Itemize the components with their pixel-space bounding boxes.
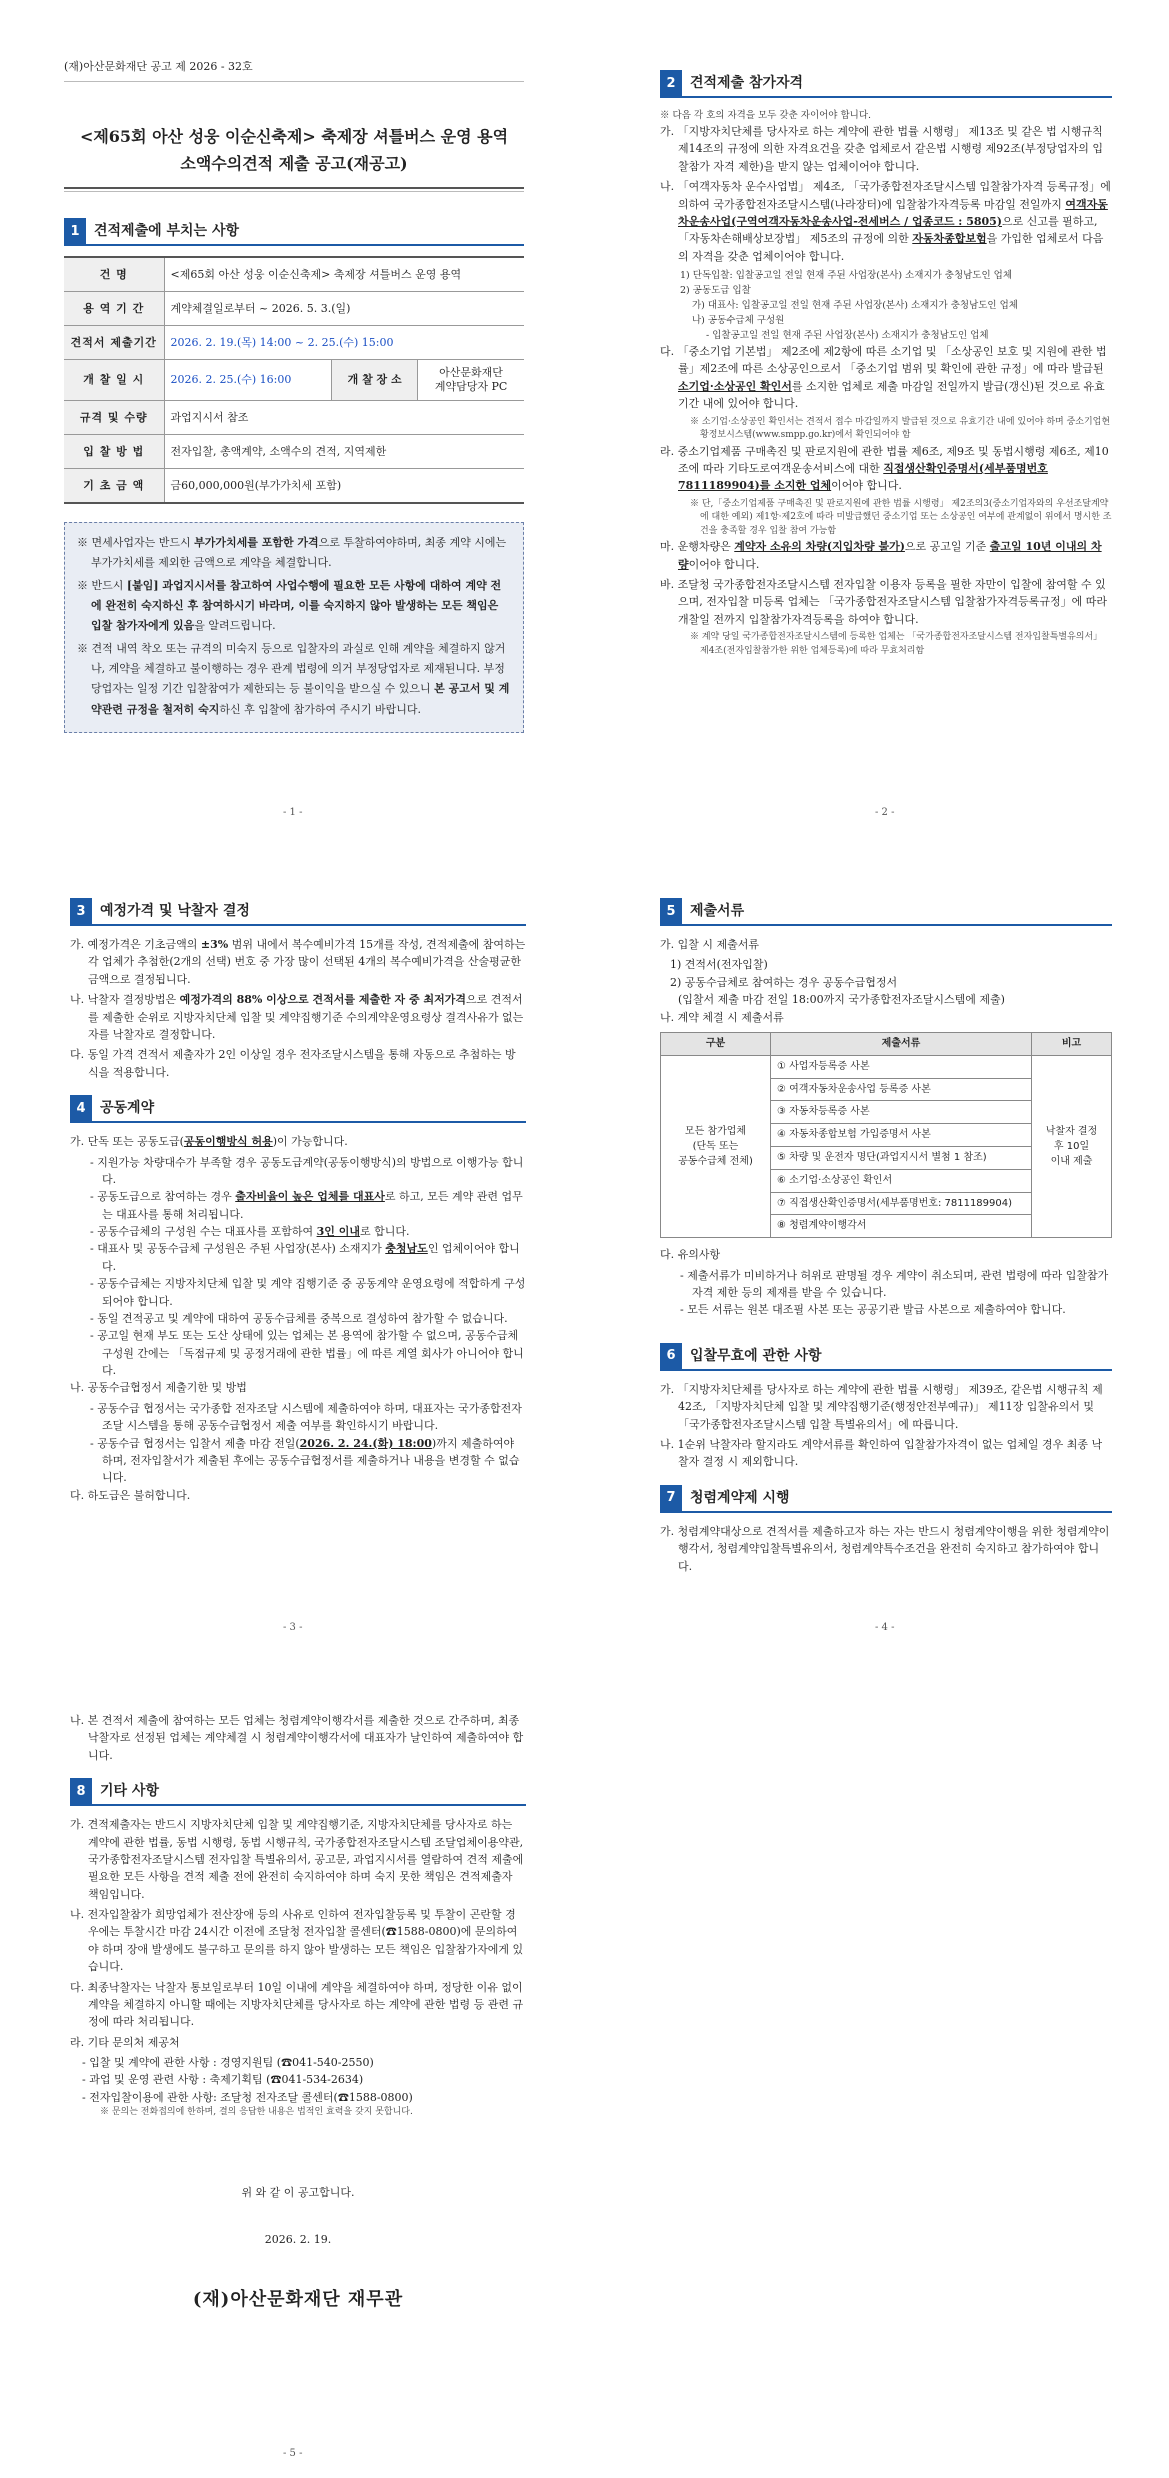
issuer-signature: (재)아산문화재단 재무관 (192, 2289, 404, 2311)
page-number: - 5 - (283, 2448, 303, 2459)
announcement-closing: 위 와 같 이 공고합니다. (241, 2185, 355, 2199)
table-row: 기 초 금 액 금60,000,000원(부가가치세 포함) (64, 469, 524, 503)
list-item: 바. 조달청 국가종합전자조달시스템 전자입찰 이용자 등록을 필한 자만이 입찰에 참여할 수 있으며, 전자입찰 미등록 업체는 「국가종합전자조달시스템 입찰참가자격등록규정」에 따라 개찰일 전까지 입찰참가자격등록을 하여야 합니다. (660, 577, 1108, 626)
bid-info-table (64, 256, 524, 504)
list-item: 가. 예정가격은 기초금액의 ±3% 범위 내에서 복수예비가격 15개를 작성, 견적제출에 참여하는 각 업체가 추첨한(2개의 선택) 번호 중 가장 많이 선택된 4개의 복수예비가격을 산술평균한 금액으로 결정됩니다. (70, 938, 526, 986)
section-title: 견적제출에 부치는 사항 (86, 218, 524, 246)
list-item: 나. 낙찰자 결정방법은 예정가격의 88% 이상으로 견적서를 제출한 자 중 최저가격으로 견적서를 제출한 순위로 지방자치단체 입찰 및 계약집행기준 수의계약운영요령상 결격사유가 없는 자를 낙찰자로 결정합니다. (70, 993, 524, 1041)
table-row: ⑥ 소기업·소상공인 확인서 (661, 1169, 1112, 1192)
table-row: ④ 자동차종합보험 가입증명서 사본 (661, 1124, 1112, 1147)
page-number: - 4 - (875, 1622, 895, 1633)
table-row: 견적서 제출기간 2026. 2. 19.(목) 14:00 ~ 2. 25.(수) 15:00 (64, 325, 524, 359)
page-5: 나. 본 견적서 제출에 참여하는 모든 업체는 청렴계약이행각서를 제출한 것으로 간주하며, 최종 낙찰자로 선정된 업체는 계약체결 시 청렴계약이행각서에 대표자가 날인하여 제출하여야 합니다. 8 기타 사항 가. 견적제출자는 반드시 지방자치단체 입찰 및 계약집행기준, 지방자치단체를 당사자로 하는 계약에 관한 법률, 동법 시행령, 동법 시행규칙, 국가종합전자조달시스템 조달업체이용약관, 국가종합전자조달시스템 전자입찰 특별유의서, 공고문, 과업지시서를 열람하여 견적 제출에 필요한 모든 사항을 견적 제출 전에 완전히 숙지하여야 하며 숙지 못한 책임은 견적제출자 책임입니다. 나. 전자입찰참가 희망업체가 전산장애 등의 사유로 인하여 전자입찰등록 및 투찰이 곤란할 경우에는 투찰시간 마감 24시간 이전에 조달청 전자입찰 콜센터(☎1588-0800)에 문의하여야 하며 장애 발생에도 불구하고 문의를 하지 않아 발생하는 모든 책임은 입찰참가자에게 있습니다. 다. 최종낙찰자는 낙찰자 통보일로부터 10일 이내에 계약을 체결하여야 하며, 정당한 이유 없이 계약을 체결하지 아니할 때에는 지방자치단체를 당사자로 하는 계약에 관한 법령 등 관련 규정에 따라 처리됩니다. 라. 기타 문의처 제공처 - 입찰 및 계약에 관한 사항 : 경영지원팀 (☎041-540-2550) - 과업 및 운영 관련 사항 : 축제기획팀 (☎041-534-2634) - 전자입찰이용에 관한 사항: 조달청 전자조달 콜센터(☎1588-0800) ※ 문의는 전화접의에 한하며, 결의 응답한 내용은 법적인 효력을 갖지 못합니다. 위 와 같 이 공고합니다. 2026. 2. 19. (재)아산문화재단 재무관 (70, 1712, 526, 2315)
list-item: 다. 동일 가격 견적서 제출자가 2인 이상일 경우 전자조달시스템을 통해 자동으로 추첨하는 방식을 적용합니다. (70, 1048, 516, 1079)
section-1-heading (64, 218, 524, 246)
table-row: ⑧ 청렴계약이행각서 (661, 1215, 1112, 1238)
table-row: 규격 및 수량 과업지시서 참조 (64, 401, 524, 435)
notice-box (64, 522, 524, 733)
list-item: 다. 「중소기업 기본법」 제2조에 제2항에 따른 소기업 및 「소상공인 보호 및 지원에 관한 법률」제2조에 따른 소상공인으로서 「중소기업 범위 및 확인에 관한 규정」에 따라 발급된 소기업·소상공인 확인서를 소지한 업체로 제출 마감일 전일까지 발급(갱신)된 것으로 유효기간 내에 있어야 합니다. (660, 345, 1107, 411)
table-row: ③ 자동차등록증 사본 (661, 1101, 1112, 1124)
table-row: ② 여객자동차운송사업 등록증 사본 (661, 1078, 1112, 1101)
page-3: 3 예정가격 및 낙찰자 결정 가. 예정가격은 기초금액의 ±3% 범위 내에서 복수예비가격 15개를 작성, 견적제출에 참여하는 각 업체가 추첨한(2개의 선택) 번호 중 가장 많이 선택된 4개의 복수예비가격을 산술평균한 금액으로 결정됩니다. 나. 낙찰자 결정방법은 예정가격의 88% 이상으로 견적서를 제출한 자 중 최저가격으로 견적서를 제출한 순위로 지방자치단체 입찰 및 계약집행기준 수의계약운영요령상 결격사유가 없는 자를 낙찰자로 결정합니다. 다. 동일 가격 견적서 제출자가 2인 이상일 경우 전자조달시스템을 통해 자동으로 추첨하는 방식을 적용합니다. 4 공동계약 가. 단독 또는 공동도급(공동이행방식 허용)이 가능합니다. - 지원가능 차량대수가 부족할 경우 공동도급계약(공동이행방식)의 방법으로 이행가능 합니다. - 공동도급으로 참여하는 경우 출자비율이 높은 업체를 대표사로 하고, 모든 계약 관련 업무는 대표사를 통해 처리됩니다. - 공동수급체의 구성원 수는 대표사를 포함하여 3인 이내로 합니다. - 대표사 및 공동수급체 구성원은 주된 사업장(본사) 소재지가 충청남도인 업체이어야 합니다. - 공동수급체는 지방자치단체 입찰 및 계약 집행기준 중 공동계약 운영요령에 적합하게 구성되어야 합니다. - 동일 견적공고 및 계약에 대하여 공동수급체를 중복으로 결성하여 참가할 수 없습니다. - 공고일 현재 부도 또는 도산 상태에 있는 업체는 본 용역에 참가할 수 없으며, 공동수급체구성원 간에는 「독점규제 및 공정거래에 관한 법률」에 따른 계열 회사가 아니어야 합니다. 나. 공동수급협정서 제출기한 및 방법 - 공동수급 협정서는 국가종합 전자조달 시스템에 제출하여야 하며, 대표자는 국가종합전자조달 시스템을 통해 공동수급협정서 제출 여부를 확인하시기 바랍니다. - 공동수급 협정서는 입찰서 제출 마감 전일(2026. 2. 24.(화) 18:00)까지 제출하여야 하며, 전자입찰서가 제출된 후에는 공동수급협정서를 제출하거나 내용을 변경할 수 없습니다. 다. 하도급은 불허합니다. (70, 898, 526, 1507)
section-7-heading: 7 청렴계약제 시행 (660, 1485, 1112, 1513)
section-4-heading: 4 공동계약 (70, 1095, 526, 1123)
section-number: 1 (64, 218, 86, 246)
title-divider (64, 187, 524, 192)
note-sanction: ※ 견적 내역 착오 또는 규격의 미숙지 등으로 입찰자의 과실로 인해 계약을 체결하지 않거나, 계약을 체결하고 불이행하는 경우 관계 법령에 의거 부정당업자로 제재된니다. 부정당업자는 일정 기간 입찰참여가 제한되는 등 불이익을 받으실 수 있으니 본 공고서 및 계약관련 규정을 철저히 숙지하신 후 입찰에 참가하여 주시기 바랍니다. (77, 641, 510, 716)
list-item: 라. 중소기업제품 구매촉진 및 판로지원에 관한 법률 제6조, 제9조 및 동법시행령 제6조, 제10조에 따라 기타도로여객운송서비스에 대한 직접생산확인증명서(세부품명번호 7811189904)를 소지한 업체이어야 합니다. (660, 444, 1109, 493)
list-item: 가. 단독 또는 공동도급(공동이행방식 허용)이 가능합니다. (70, 1135, 348, 1149)
page-1 (64, 58, 524, 733)
table-row: 모든 참가업체 (단독 또는 공동수급체 전체) ① 사업자등록증 사본 낙찰자 결정 후 10일 이내 제출 (661, 1055, 1112, 1078)
section-2-heading: 2 견적제출 참가자격 (660, 70, 1112, 98)
section-6-heading: 6 입찰무효에 관한 사항 (660, 1343, 1112, 1371)
title-line-2: 소액수의견적 제출 공고(재공고) (180, 153, 408, 173)
note-tax: ※ 면세사업자는 반드시 부가가치세를 포함한 가격으로 투찰하여야하며, 최종 계약 시에는 부가가치세를 제외한 금액으로 계약을 체결합니다. (77, 535, 507, 570)
documents-table (660, 1032, 1112, 1238)
section-5-heading: 5 제출서류 (660, 898, 1112, 926)
list-item: 나. 공동수급협정서 제출기한 및 방법 (70, 1381, 247, 1395)
table-row: ⑤ 차량 및 운전자 명단(과업지시서 별첨 1 참조) (661, 1146, 1112, 1169)
list-item: 다. 하도급은 불허합니다. (70, 1488, 191, 1502)
page-number: - 3 - (283, 1622, 303, 1633)
table-row: ⑦ 직접생산확인증명서(세부품명번호: 7811189904) (661, 1192, 1112, 1215)
page-4: 5 제출서류 가. 입찰 시 제출서류 1) 견적서(전자입찰) 2) 공동수급체로 참여하는 경우 공동수급협정서 (입찰서 제출 마감 전일 18:00까지 국가종합전자조달시스템에 제출) 나. 계약 체결 시 제출서류 구분 제출서류 비고 모든 참가업체 (단독 또는 공동수급체 전체) ① 사업자등록증 사본 낙찰자 결정 후 10일 이내 제출 ② 여객자동차운송사업 등록증 사본 ③ 자동차등록증 사본 ④ 자동차종합보험 가입증명서 사본 ⑤ 차량 및 운전자 명단(과업지시서 별첨 1 참조) ⑥ 소기업·소상공인 확인서 ⑦ 직접생산확인증명서(세부품명번호: 7811189904) ⑧ 청렴계약이행각서 다. 유의사항 - 제출서류가 미비하거나 허위로 판명될 경우 계약이 취소되며, 관련 법령에 따라 입찰참가자격 제한 등의 제재를 받을 수 있습니다. - 모든 서류는 원본 대조필 사본 또는 공공기관 발급 사본으로 제출하여야 합니다. 6 입찰무효에 관한 사항 가. 「지방자치단체를 당사자로 하는 계약에 관한 법률 시행령」 제39조, 같은법 시행규칙 제42조, 「지방자치단체 입찰 및 계약집행기준(행정안전부예규)」 제11장 입찰유의서 및 「국가종합전자조달시스템 입찰 특별유의서」에 따릅니다. 나. 1순위 낙찰자라 할지라도 계약서류를 확인하여 입찰참가자격이 없는 업체일 경우 최종 낙찰자 결정 시 제외합니다. 7 청렴계약제 시행 가. 청렴계약대상으로 견적서를 제출하고자 하는 자는 반드시 청렴계약이행을 위한 청렴계약이행각서, 청렴계약입찰특별유의서, 청렴계약특수조건을 완전히 숙지하고 참가하여야 합니다. (660, 898, 1112, 1578)
page-number: - 2 - (875, 807, 895, 818)
table-row: 용 역 기 간 계약체결일로부터 ~ 2026. 5. 3.(일) (64, 291, 524, 325)
list-item: 나. 「여객자동차 운수사업법」 제4조, 「국가종합전자조달시스템 입찰참가자격 등록규정」에 의하여 국가종합전자조달시스템(나라장터)에 입찰참가자격등록 마감일 전일까지 여객자동차운송사업(구역여객자동차운송사업-전세버스 / 업종코드 : 5805)으로 신고를 필하고, 「자동차손해배상보장법」 제5조의 규정에 의한 자동차종합보험을 가입한 업체로서 다음의 자격을 갖춘 업체이어야 합니다. (660, 180, 1111, 263)
table-row: 건 명 <제65회 아산 성웅 이순신축제> 축제장 셔틀버스 운영 용역 (64, 257, 524, 291)
announcement-date: 2026. 2. 19. (264, 2233, 332, 2247)
table-header: 구분 제출서류 비고 (661, 1032, 1112, 1055)
table-row: 입 찰 방 법 전자입찰, 총액계약, 소액수의 견적, 지역제한 (64, 435, 524, 469)
page-number: - 1 - (283, 807, 303, 818)
section-8-heading: 8 기타 사항 (70, 1778, 526, 1806)
note-task-order: ※ 반드시 [붙임] 과업지시서를 참고하여 사업수행에 필요한 모든 사항에 대하여 계약 전에 완전히 숙지하신 후 참여하시기 바라며, 이를 숙지하지 않아 발생하는 모든 책임은 입찰 참가자에게 있음을 알려드립니다. (77, 578, 502, 633)
page-2: 2 견적제출 참가자격 ※ 다음 각 호의 자격을 모두 갖춘 자이어야 합니다. 가. 「지방자치단체를 당사자로 하는 계약에 관한 법률 시행령」 제13조 및 같은 법 시행규칙 제14조의 규정에 의한 자격요건을 갖춘 업체로서 같은법 시행령 제92조(부정당업자의 입찰참가 자격 제한)을 받지 않는 업체이어야 합니다. 나. 「여객자동차 운수사업법」 제4조, 「국가종합전자조달시스템 입찰참가자격 등록규정」에 의하여 국가종합전자조달시스템(나라장터)에 입찰참가자격등록 마감일 전일까지 여객자동차운송사업(구역여객자동차운송사업-전세버스 / 업종코드 : 5805)으로 신고를 필하고, 「자동차손해배상보장법」 제5조의 규정에 의한 자동차종합보험을 가입한 업체로서 다음의 자격을 갖춘 업체이어야 합니다. 1) 단독입찰: 입찰공고일 전일 현재 주된 사업장(본사) 소재지가 충청남도인 업체 2) 공동도급 입찰 가) 대표사: 입찰공고일 전일 현재 주된 사업장(본사) 소재지가 충청남도인 업체 나) 공동수급체 구성원 - 입찰공고일 전일 현재 주된 사업장(본사) 소재지가 충청남도인 업체 다. 「중소기업 기본법」 제2조에 제2항에 따른 소기업 및 「소상공인 보호 및 지원에 관한 법률」제2조에 따른 소상공인으로서 「중소기업 범위 및 확인에 관한 규정」에 따라 발급된 소기업·소상공인 확인서를 소지한 업체로 제출 마감일 전일까지 발급(갱신)된 것으로 유효기간 내에 있어야 합니다. ※ 소기업·소상공인 확인서는 견적서 접수 마감일까지 발급된 것으로 유효기간 내에 있어야 하며 중소기업현황정보시스템(www.smpp.go.kr)에서 확인되어야 함 라. 중소기업제품 구매촉진 및 판로지원에 관한 법률 제6조, 제9조 및 동법시행령 제6조, 제10조에 따라 기타도로여객운송서비스에 대한 직접생산확인증명서(세부품명번호 7811189904)를 소지한 업체이어야 합니다. ※ 단,「중소기업제품 구매촉진 및 판로지원에 관한 법률 시행령」 제2조의3(중소기업자와의 우선조달계약에 대한 예외) 제1항·제2호에 따라 미발급했던 중소기업 또는 소상공인 여부에 관계없이 위에서 명시한 조건을 충족할 경우 입찰 참여 가능함 마. 운행차량은 계약자 소유의 차량(지입차량 불가)으로 공고일 기준 출고일 10년 이내의 차량이어야 합니다. 바. 조달청 국가종합전자조달시스템 전자입찰 이용자 등록을 필한 자만이 입찰에 참여할 수 있으며, 전자입찰 미등록 업체는 「국가종합전자조달시스템 입찰참가자격등록규정」에 따라 개찰일 전까지 입찰참가자격등록을 하여야 합니다. ※ 계약 당일 국가종합전자조달시스템에 등록한 업체는 「국가종합전자조달시스템 전자입찰특별유의서」 제4조(전자입찰참가한 위한 업체등록)에 따라 무효처리함 (660, 70, 1112, 658)
list-item: 가. 「지방자치단체를 당사자로 하는 계약에 관한 법률 시행령」 제13조 및 같은 법 시행규칙 제14조의 규정에 의한 자격요건을 갖춘 업체로서 같은법 시행령 제92조(부정당업자의 입찰참가 자격 제한)을 받지 않는 업체이어야 합니다. (660, 125, 1104, 173)
section-3-heading: 3 예정가격 및 낙찰자 결정 (70, 898, 526, 926)
document-title (64, 124, 524, 177)
list-item: 마. 운행차량은 계약자 소유의 차량(지입차량 불가)으로 공고일 기준 출고일 10년 이내의 차량이어야 합니다. (660, 540, 1102, 571)
table-row: 개 찰 일 시 2026. 2. 25.(수) 16:00 개 찰 장 소 아산문화재단 계약담당자 PC (64, 359, 524, 401)
notice-number: (재)아산문화재단 공고 제 2026 - 32호 (64, 58, 524, 82)
title-line-1: <제65회 아산 성웅 이순신축제> 축제장 셔틀버스 운영 용역 (79, 127, 509, 147)
